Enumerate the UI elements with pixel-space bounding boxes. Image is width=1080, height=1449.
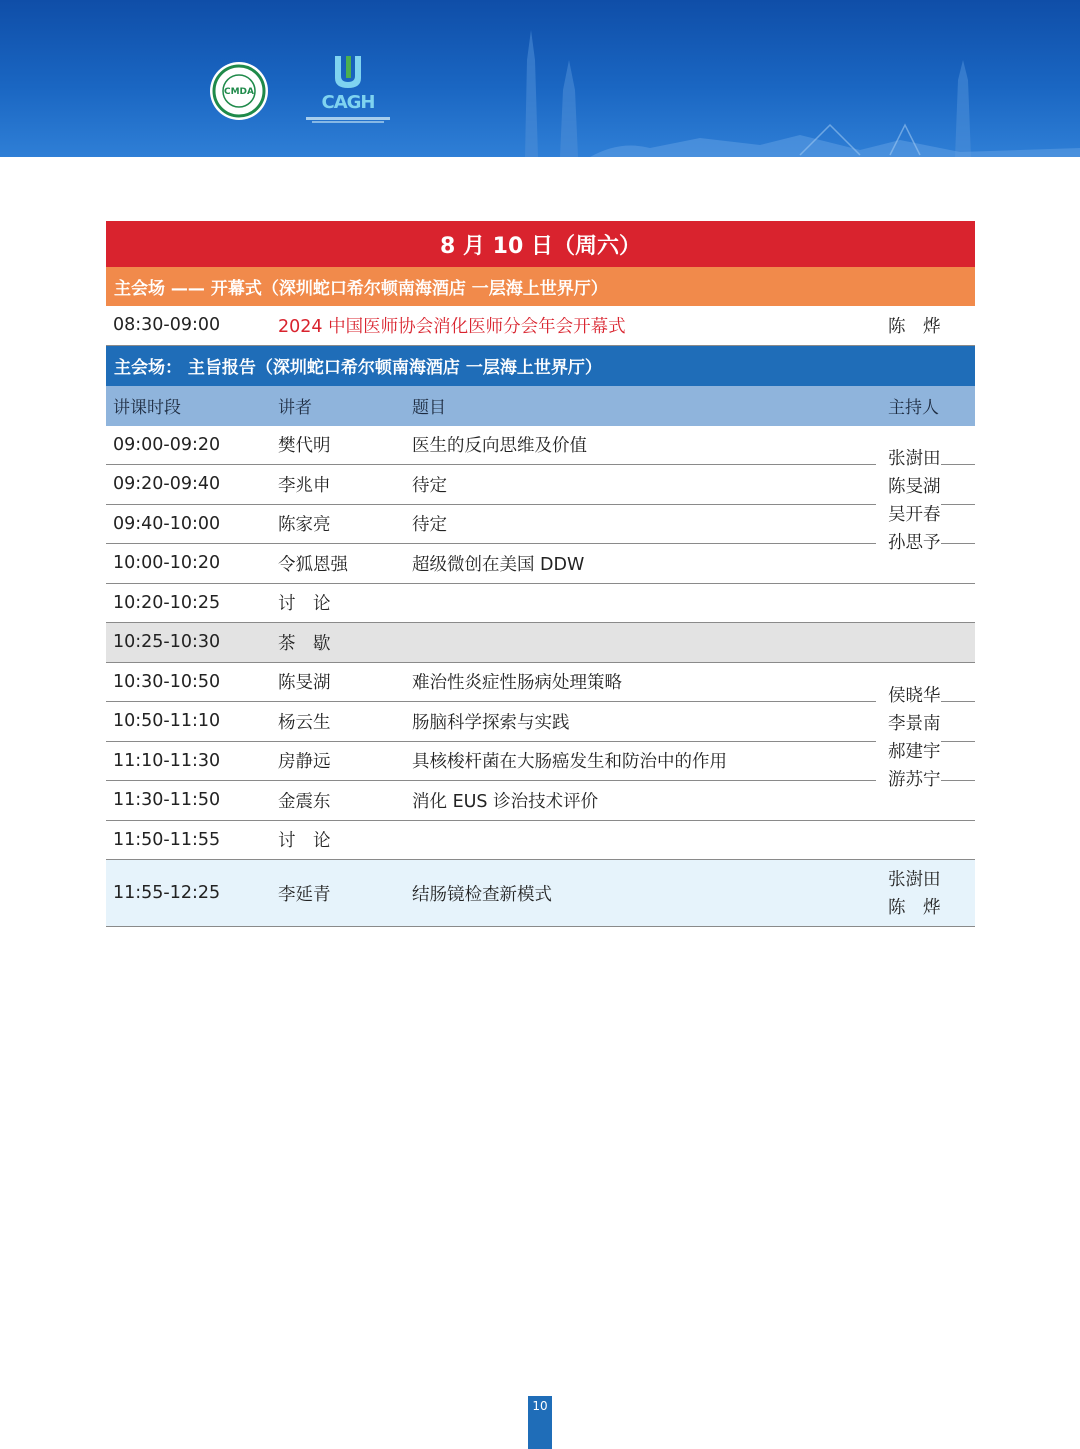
date-header: [106, 221, 975, 267]
city-skyline-illustration: [0, 0, 1080, 157]
time-cell: 09:00-09:20: [113, 434, 221, 455]
host-name: 孙思予: [888, 532, 941, 553]
topic-cell: 结肠镜检查新模式: [412, 884, 552, 905]
cagh-wordmark: CAGH: [321, 92, 375, 113]
session-block-1: [106, 426, 975, 624]
host-name: 吴开春: [888, 504, 941, 525]
host-name: 陈旻湖: [888, 476, 941, 497]
speaker-cell: 金震东: [278, 791, 331, 812]
topic-cell: 超级微创在美国 DDW: [412, 554, 585, 575]
keynote-section-header: [106, 346, 975, 386]
host-list-3: [888, 866, 941, 922]
discussion-row: [106, 821, 975, 861]
host-name: 游苏宁: [888, 769, 941, 790]
speaker-cell: 陈家亮: [278, 515, 331, 536]
time-cell: 11:55-12:25: [113, 883, 221, 903]
speaker-cell: 李兆申: [278, 475, 331, 496]
opening-section-title: 主会场 —— 开幕式（深圳蛇口希尔顿南海酒店 一层海上世界厅）: [114, 279, 608, 299]
time-cell: 10:50-11:10: [113, 711, 221, 732]
topic-cell: 肠脑科学探索与实践: [412, 712, 570, 733]
tea-break-row: [106, 623, 975, 663]
column-host: 主持人: [888, 398, 939, 418]
table-row: [106, 505, 975, 545]
page-number: 10: [528, 1396, 552, 1449]
speaker-cell: 令狐恩强: [278, 554, 348, 575]
speaker-cell: 李延青: [278, 884, 331, 905]
host-cell: 陈 烨: [888, 316, 941, 337]
topic-cell: 待定: [412, 475, 447, 496]
cmda-logo: [209, 61, 269, 121]
table-row: [106, 465, 975, 505]
topic-cell: 2024 中国医师协会消化医师分会年会开幕式: [278, 316, 626, 337]
table-row: [106, 781, 975, 821]
time-cell: 11:30-11:50: [113, 790, 221, 811]
cagh-subtitle-mark: [302, 115, 394, 125]
table-row: [106, 742, 975, 782]
host-name: 张澍田: [888, 870, 941, 890]
host-name: 张澍田: [888, 448, 941, 469]
time-cell: 10:30-10:50: [113, 671, 221, 692]
column-speaker: 讲者: [278, 398, 312, 418]
opening-row: [106, 306, 975, 346]
header-banner: [0, 0, 1080, 157]
keynote-section-title: 主会场： 主旨报告（深圳蛇口希尔顿南海酒店 一层海上世界厅）: [114, 358, 602, 378]
time-cell: 11:50-11:55: [113, 829, 221, 850]
speaker-cell: 陈旻湖: [278, 673, 331, 694]
host-name: 侯晓华: [888, 685, 941, 706]
speaker-cell: 杨云生: [278, 712, 331, 733]
table-row: [106, 544, 975, 584]
discussion-row: [106, 584, 975, 624]
column-topic: 题目: [412, 398, 446, 418]
topic-cell: 医生的反向思维及价值: [412, 436, 587, 457]
time-cell: 10:00-10:20: [113, 553, 221, 574]
topic-cell: 待定: [412, 515, 447, 536]
cagh-emblem-icon: [302, 52, 394, 92]
session-block-2: [106, 663, 975, 861]
speaker-cell: 房静远: [278, 752, 331, 773]
host-list-1: [876, 445, 941, 557]
column-header-row: [106, 386, 975, 426]
host-name: 郝建宇: [888, 741, 941, 762]
closing-lecture-row: [106, 860, 975, 927]
table-row: [106, 702, 975, 742]
time-cell: 08:30-09:00: [113, 315, 221, 336]
time-cell: 09:20-09:40: [113, 474, 221, 495]
schedule-table: [106, 221, 975, 927]
time-cell: 10:25-10:30: [113, 632, 221, 653]
svg-text:CMDA: CMDA: [224, 87, 254, 97]
date-title: 8 月 10 日（周六）: [440, 233, 641, 259]
topic-cell: 具核梭杆菌在大肠癌发生和防治中的作用: [412, 752, 727, 773]
topic-cell: 难治性炎症性肠病处理策略: [412, 673, 622, 694]
cagh-logo: [302, 52, 394, 128]
host-list-2: [876, 682, 941, 794]
time-cell: 11:10-11:30: [113, 750, 221, 771]
table-row: [106, 663, 975, 703]
time-cell: 09:40-10:00: [113, 513, 221, 534]
time-cell: 10:20-10:25: [113, 592, 221, 613]
opening-section-header: [106, 267, 975, 306]
speaker-cell: 樊代明: [278, 436, 331, 457]
table-row: [106, 426, 975, 466]
topic-cell: 消化 EUS 诊治技术评价: [412, 791, 599, 812]
column-time: 讲课时段: [113, 398, 181, 418]
speaker-cell: 讨 论: [278, 831, 331, 852]
speaker-cell: 茶 歇: [278, 633, 331, 654]
speaker-cell: 讨 论: [278, 594, 331, 615]
host-name: 陈 烨: [888, 898, 941, 918]
host-name: 李景南: [888, 713, 941, 734]
